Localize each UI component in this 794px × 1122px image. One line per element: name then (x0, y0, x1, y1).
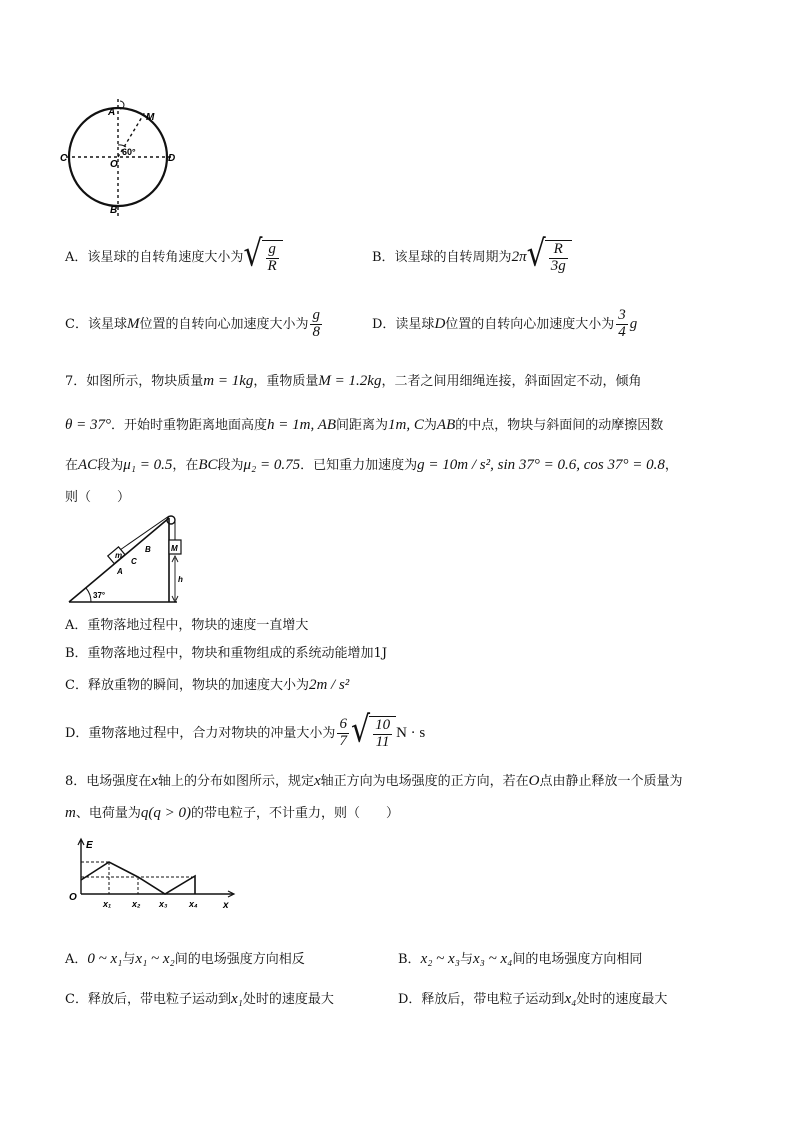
field-graph-figure (65, 836, 240, 916)
q8-stem-line1: 8．电场强度在x轴上的分布如图所示，规定x轴正方向为电场强度的正方向，若在O点由静止释放一个质量为 (65, 773, 683, 789)
q8-option-a[interactable]: A．0 ~ x₁与x₁ ~ x₂间的电场强度方向相反 (65, 951, 305, 967)
incline-figure (65, 510, 190, 610)
sqrt-symbol: √ $\frac{10}{11}$ (351, 716, 396, 751)
incline-angle-label: 37° (93, 591, 106, 600)
circle-label-O: O (110, 159, 118, 170)
incline-label-B: B (145, 545, 151, 554)
incline-label-M: M (171, 544, 178, 553)
q6-option-b[interactable]: B．该星球的自转周期为2π √ $\frac{R}{3g}$ (372, 240, 572, 275)
circle-label-C: C (60, 153, 68, 164)
q7-option-a[interactable]: A．重物落地过程中，物块的速度一直增大 (65, 618, 309, 633)
q7-stem-line2: θ = 37°．开始时重物距离地面高度h = 1m, AB间距离为1m, C为AB的中点，物块与斜面间的动摩擦因数 (65, 417, 664, 433)
graph-label-x2: x₂ (132, 899, 141, 909)
graph-label-O: O (69, 892, 77, 903)
graph-label-x3: x₃ (159, 899, 168, 909)
q7-stem-line4: 则（ ） (65, 490, 131, 505)
circle-label-D: D (168, 153, 176, 164)
q7-option-c[interactable]: C．释放重物的瞬间，物块的加速度大小为2m / s² (65, 677, 350, 693)
incline-label-m: m (115, 551, 123, 560)
q6-option-c[interactable]: C．该星球M位置的自转向心加速度大小为 $\frac{g}{8}$ (65, 307, 320, 340)
circle-label-A: A (108, 107, 116, 118)
q8-option-c[interactable]: C．释放后，带电粒子运动到x₁处时的速度最大 (65, 991, 334, 1007)
graph-label-x1: x₁ (103, 899, 112, 909)
sqrt-symbol: √ $\frac{g}{R}$ (243, 240, 282, 275)
q6-option-a[interactable]: A．该星球的自转角速度大小为 √ $\frac{g}{R}$ (65, 240, 283, 275)
circle-label-B: B (110, 205, 118, 216)
q8-option-b[interactable]: B．x₂ ~ x₃与x₃ ~ x₄间的电场强度方向相同 (398, 951, 643, 967)
graph-label-E: E (86, 840, 93, 851)
planet-circle-figure (60, 95, 180, 220)
graph-label-x: x (223, 900, 229, 911)
sqrt-symbol: √ $\frac{R}{3g}$ (527, 240, 572, 275)
circle-label-M: M (146, 112, 155, 123)
incline-label-C: C (131, 557, 137, 566)
circle-angle-label: 60° (122, 147, 136, 157)
graph-label-x4: x₄ (189, 899, 198, 909)
q8-option-d[interactable]: D．释放后，带电粒子运动到x₄处时的速度最大 (398, 991, 668, 1007)
q7-stem-line3: 在AC段为μ₁ = 0.5，在BC段为μ₂ = 0.75．已知重力加速度为g = 10m / s², sin 37° = 0.6, cos 37° = 0.8， (65, 457, 678, 473)
incline-label-A: A (117, 567, 123, 576)
incline-label-h: h (178, 575, 183, 584)
q8-stem-line2: m、电荷量为q(q > 0)的带电粒子，不计重力，则（ ） (65, 805, 399, 821)
q6-option-d[interactable]: D．读星球D位置的自转向心加速度大小为 $\frac{3}{4}$ g (372, 307, 638, 340)
q7-option-d[interactable]: D．重物落地过程中，合力对物块的冲量大小为 $\frac{6}{7}$ √ $\frac{10}{11}$ N · s (65, 708, 426, 751)
q7-stem-line1: 7．如图所示，物块质量m = 1kg，重物质量M = 1.2kg，二者之间用细绳连接，斜面固定不动，倾角 (65, 373, 642, 389)
q7-option-b[interactable]: B．重物落地过程中，物块和重物组成的系统动能增加1J (65, 646, 388, 661)
